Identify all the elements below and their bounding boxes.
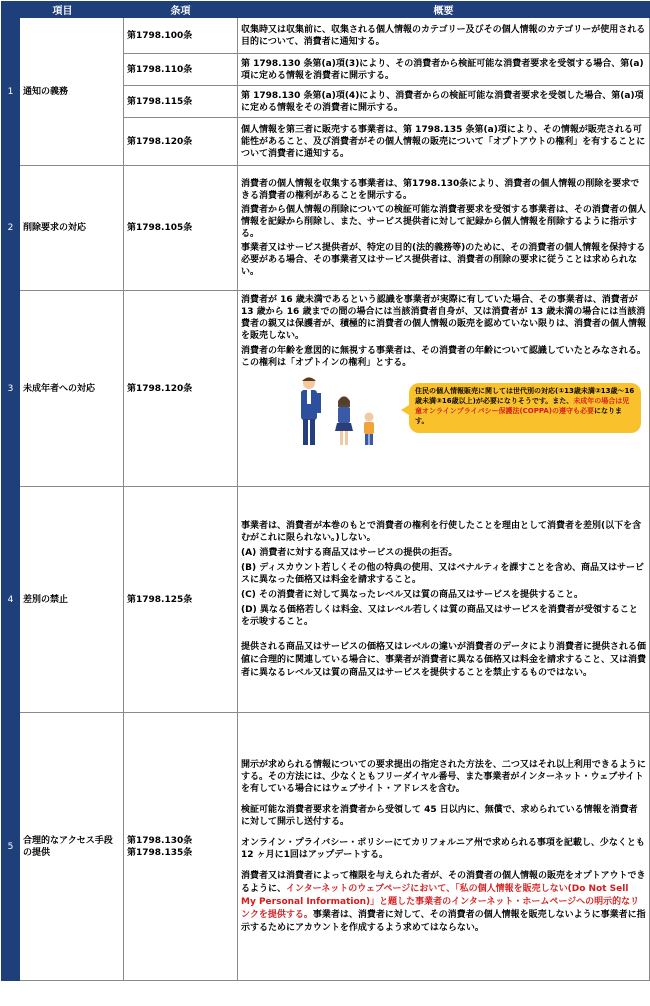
row-number: 1 — [2, 18, 20, 166]
summary-paragraph: 検証可能な消費者要求を消費者から受領して 45 日以内に、無償で、求められている情報を消費者に対して開示し送付する。 — [241, 804, 638, 827]
callout-highlight: 未成年の場合は児童オンラインプライバシー保護法(COPPA)の遵守も必要 — [415, 397, 630, 415]
row-number: 3 — [2, 291, 20, 487]
summary-text: 消費者又は消費者によって権限を与えられた者が、その消費者の個人情報の販売をオプトアウトできるように、 — [241, 870, 646, 894]
callout-text: 住民の個人情報販売に関しては世代別の対応(①13歳未満②13歳～16歳未満③16歳以上)が必要になりそうです。また、 — [415, 387, 635, 405]
table-row — [2, 166, 650, 291]
item-cell: 通知の義務 — [20, 18, 124, 166]
item-cell: 合理的なアクセス手段の提供 — [20, 713, 124, 981]
table-row — [2, 18, 650, 54]
clause-cell: 第1798.105条 — [124, 166, 238, 291]
clause-cell: 第1798.115条 — [124, 86, 238, 118]
table-row — [2, 291, 650, 487]
summary-text-end: 事業者は、消費者に対して、その消費者の個人情報を販売しないように事業者に指示するためにアカウントを作成するよう求めてはならない。 — [241, 909, 646, 933]
item-cell: 差別の禁止 — [20, 487, 124, 713]
summary-paragraph: 提供される商品又はサービスの価格又はレベルの違いが消費者のデータにより消費者に提供される価値に合理的に関連している場合に、事業者が消費者に異なる価格又は料金を請求すること、又は消費者に異なるレベル又は質の商品又はサービスを提供することを禁止するものではない。 — [241, 641, 647, 678]
summary-cell — [238, 291, 650, 487]
clause-cell: 第1798.110条 — [124, 54, 238, 86]
summary-paragraph: 事業者は、消費者が本巻のもとで消費者の権利を行使したことを理由として消費者を差別(以下を含むがこれに限られない。)しない。 — [241, 520, 642, 543]
row-number: 4 — [2, 487, 20, 713]
clause-line: 第1798.135条 — [127, 847, 193, 858]
summary-paragraph: (B) ディスカウント若しくその他の特典の使用、又はペナルティを課すことを含め、商品又はサービスに異なった価格又は料金を請求すること。 — [241, 562, 644, 585]
summary-cell — [238, 166, 650, 291]
summary-paragraph: 消費者の個人情報を収集する事業者は、第1798.130条により、消費者の個人情報の削除を要求できる消費者の権利があることを開示する。 — [241, 179, 640, 201]
row-number: 5 — [2, 713, 20, 981]
summary-paragraph — [241, 870, 646, 935]
summary-cell — [238, 713, 650, 981]
clause-line: 第1798.130条 — [127, 835, 193, 846]
summary-paragraph: 消費者の年齢を意図的に無視する事業者は、その消費者の年齢について認識していたとみなされる。この権利は「オプトインの権利」とする。 — [241, 346, 646, 368]
summary-paragraph: 消費者が 16 歳未満であるという認識を事業者が実際に有していた場合、その事業者は、消費者が 13 歳から 16 歳までの間の場合には当該消費者自身が、又は消費者が 13 歳未満の場合には当該消費者の親又は保護者が、積極的に消費者の個人情報の販売を認めていない限りは、消費者の個人情報を販売しない。 — [241, 295, 647, 341]
summary-paragraph: オンライン・プライバシー・ポリシーにてカリフォルニア州で求められる事項を記載し、少なくとも 12 ヶ月に1回はアップデートする。 — [241, 837, 645, 860]
summary-cell: 第 1798.130 条第(a)項(3)により、その消費者から検証可能な消費者要求を受領する場合、第(a)項に定める情報を消費者に開示する。 — [238, 54, 650, 86]
family-figures-icon — [241, 373, 391, 449]
header-item: 項目 — [2, 2, 124, 18]
summary-cell: 第 1798.130 条第(a)項(4)により、消費者からの検証可能な消費者要求を受領した場合、第(a)項に定める情報をその消費者に開示する。 — [238, 86, 650, 118]
clause-cell: 第1798.120条 — [124, 118, 238, 166]
item-cell: 未成年者への対応 — [20, 291, 124, 487]
clause-cell: 第1798.120条 — [124, 291, 238, 487]
clause-cell: 第1798.125条 — [124, 487, 238, 713]
clause-cell: 第1798.100条 — [124, 18, 238, 54]
header-summary: 概要 — [238, 2, 650, 18]
summary-highlight: インターネットのウェブページにおいて、「私の個人情報を販売しない(Do Not Sell My Personal Information)」と題した事業者のインターネット・ホームページへの明示的なリンクを提供する。 — [241, 883, 640, 920]
cpra-obligations-table — [1, 1, 650, 981]
summary-cell — [238, 487, 650, 713]
clause-cell — [124, 713, 238, 981]
summary-paragraph: 消費者から個人情報の削除についての検証可能な消費者要求を受領する事業者は、その消費者の個人情報を記録から削除し、また、サービス提供者に対して記録から個人情報を削除するように指示する。 — [241, 205, 646, 239]
header-clause: 条項 — [124, 2, 238, 18]
summary-paragraph: (A) 消費者に対する商品又はサービスの提供の拒否。 — [241, 547, 458, 558]
note-callout — [409, 383, 641, 433]
summary-cell: 個人情報を第三者に販売する事業者は、第 1798.135 条第(a)項により、その情報が販売される可能性があること、及び消費者がその個人情報の販売について「オプトアウトの権利」を有することについて消費者に通知する。 — [238, 118, 650, 166]
summary-cell: 収集時又は収集前に、収集される個人情報のカテゴリー及びその個人情報のカテゴリーが使用される目的について、消費者に通知する。 — [238, 18, 650, 54]
summary-paragraph: 事業者又はサービス提供者が、特定の目的(法的義務等)のために、その消費者の個人情報を保持する必要がある場合、その事業者又はサービス提供者は、消費者の削除の要求に従うことは求められない。 — [241, 243, 646, 277]
table-row — [2, 713, 650, 981]
item-cell: 削除要求の対応 — [20, 166, 124, 291]
header-row — [2, 2, 650, 18]
table-row — [2, 487, 650, 713]
summary-paragraph: (C) その消費者に対して異なったレベル又は質の商品又はサービスを提供すること。 — [241, 589, 583, 600]
row-number: 2 — [2, 166, 20, 291]
family-illustration — [241, 373, 646, 449]
summary-paragraph: (D) 異なる価格若しくは料金、又はレベル若しくは質の商品又はサービスを消費者が受領することを示唆すること。 — [241, 604, 638, 627]
callout-text-end: になります。 — [415, 407, 622, 425]
summary-paragraph: 開示が求められる情報についての要求提出の指定された方法を、二つ又はそれ以上利用できるようにする。その方法には、少なくともフリーダイヤル番号、また事業者がインターネット・ウェブサイトを有している場合にはウェブサイト・アドレスを含む。 — [241, 759, 646, 794]
